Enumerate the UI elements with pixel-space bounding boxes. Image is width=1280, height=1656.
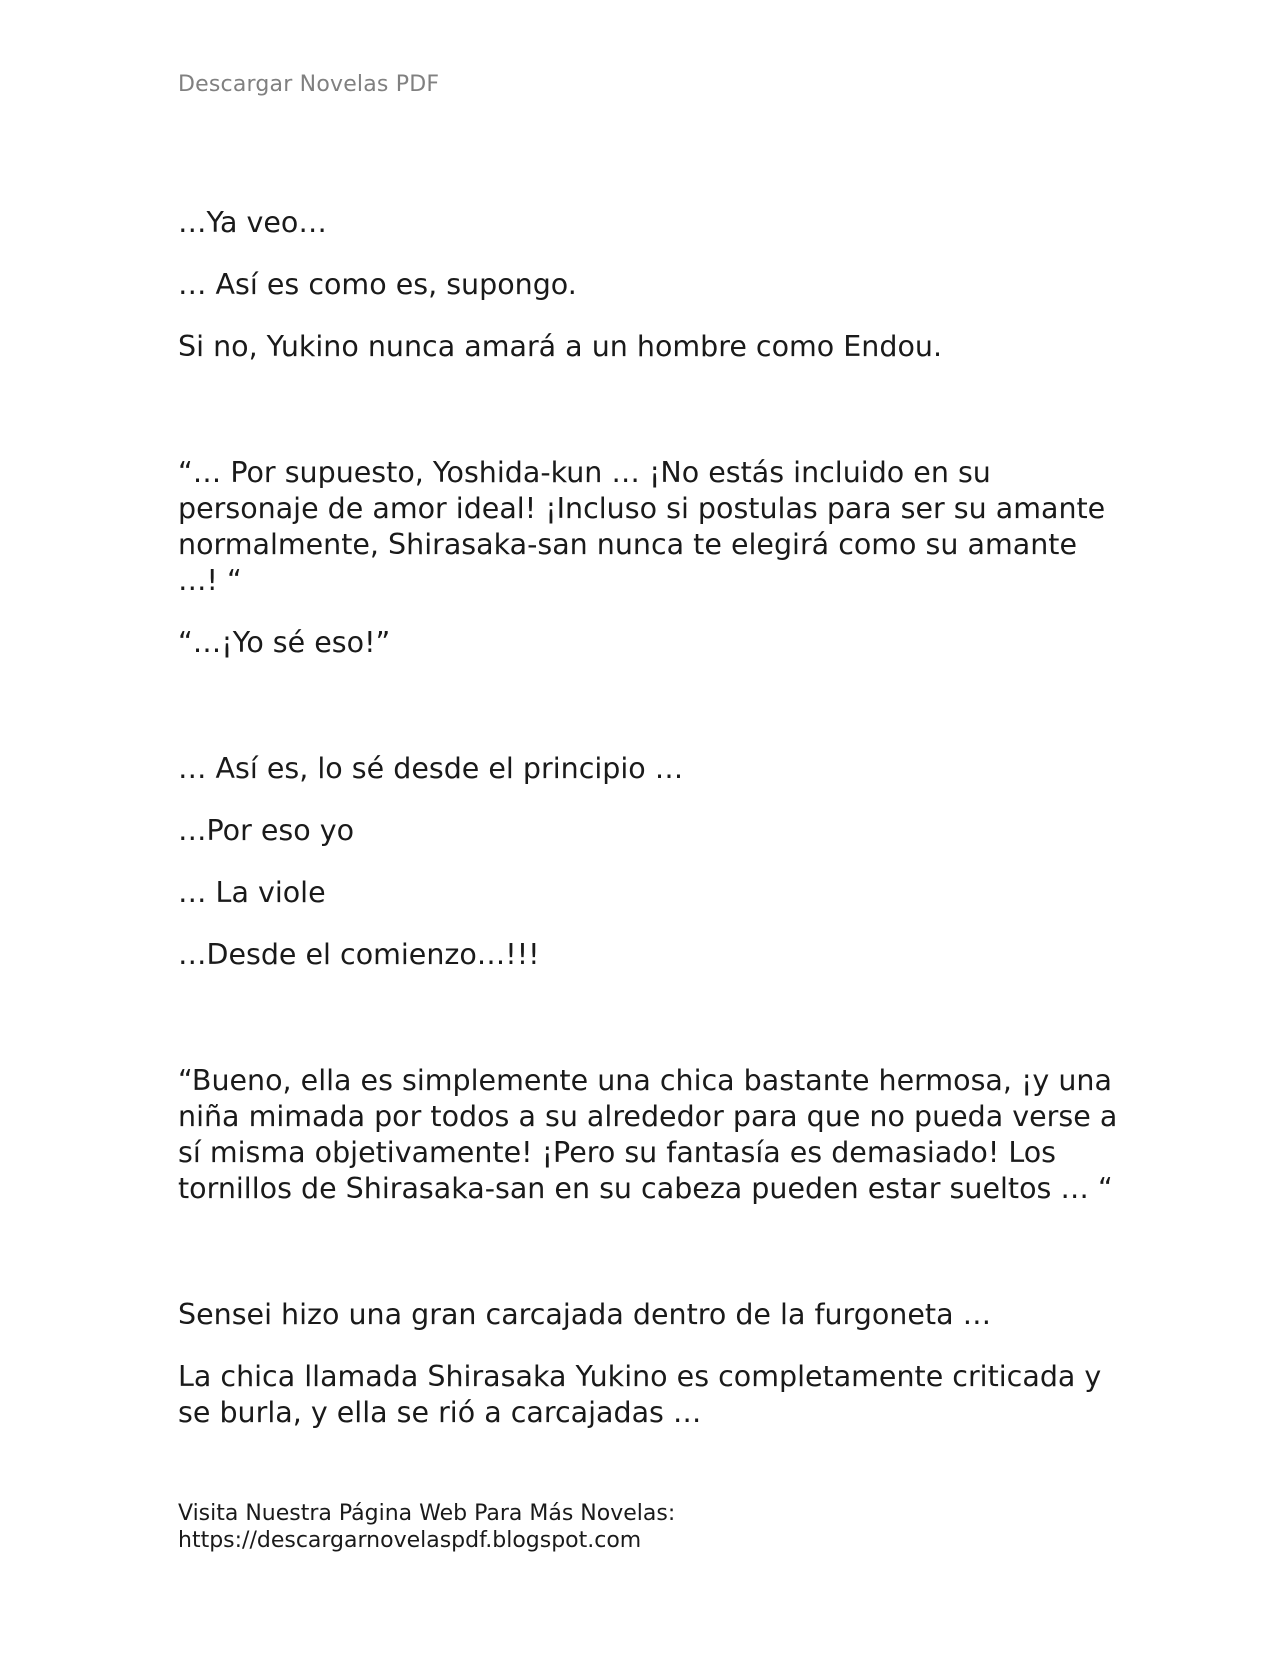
paragraph-2: … Así es como es, supongo. [178, 268, 577, 301]
paragraph-5: “…¡Yo sé eso!” [178, 626, 391, 659]
paragraph-1: …Ya veo… [178, 206, 327, 239]
paragraph-8: … La viole [178, 876, 326, 909]
paragraph-11: Sensei hizo una gran carcajada dentro de la furgoneta … [178, 1298, 992, 1331]
footer-url: https://descargarnovelaspdf.blogspot.com [178, 1528, 642, 1553]
paragraph-6: … Así es, lo sé desde el principio … [178, 752, 684, 785]
paragraph-10: “Bueno, ella es simplemente una chica bastante hermosa, ¡y una niña mimada por todos a su alrededor para que no pueda verse a sí misma objetivamente! ¡Pero su fantasía es demasiado! Los tornillos de Shirasaka-san en su cabeza pueden estar sueltos … “ [178, 1064, 1118, 1205]
paragraph-9: …Desde el comienzo…!!! [178, 938, 540, 971]
document-body [178, 205, 1118, 1457]
page-header: Descargar Novelas PDF [178, 72, 440, 97]
paragraph-3: Si no, Yukino nunca amará a un hombre como Endou. [178, 330, 943, 363]
footer-promo-text: Visita Nuestra Página Web Para Más Novelas: [178, 1501, 676, 1526]
paragraph-7: …Por eso yo [178, 814, 355, 847]
paragraph-12: La chica llamada Shirasaka Yukino es completamente criticada y se burla, y ella se rió a carcajadas … [178, 1360, 1102, 1429]
paragraph-4: “… Por supuesto, Yoshida-kun … ¡No estás incluido en su personaje de amor ideal! ¡Incluso si postulas para ser su amante normalmente, Shirasaka-san nunca te elegirá como su amante …! “ [178, 456, 1106, 597]
page-footer [178, 1500, 675, 1554]
